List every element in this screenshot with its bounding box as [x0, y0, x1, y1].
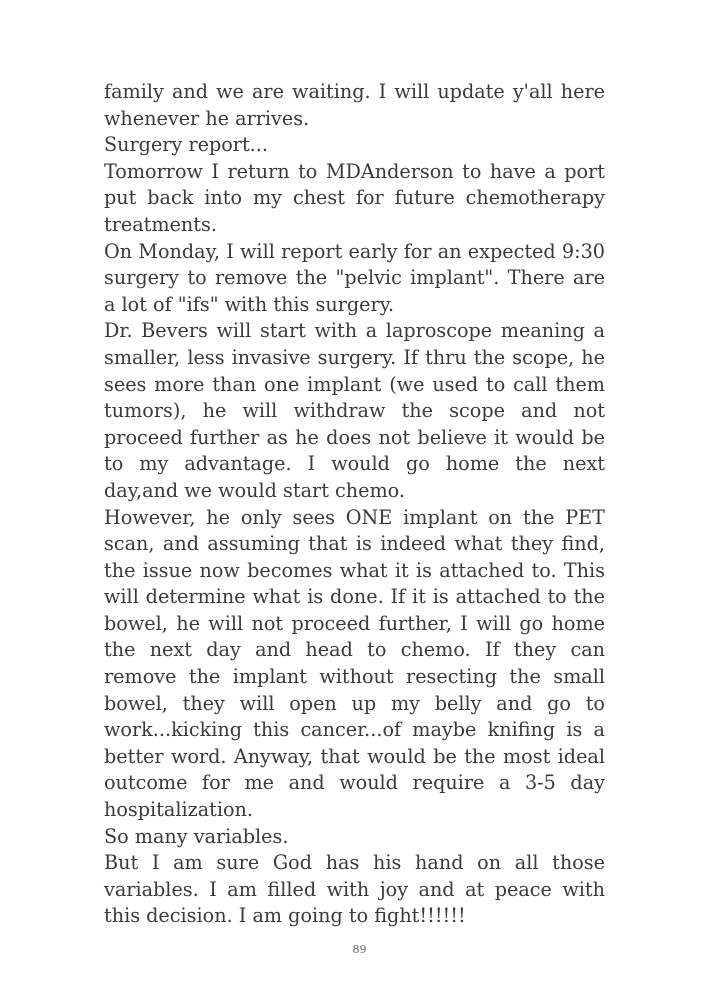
- paragraph-family-waiting: family and we are waiting. I will update y'all here whenever he arrives.: [104, 80, 605, 130]
- paragraph-many-variables: So many variables.: [104, 824, 289, 848]
- paragraph-surgery-report: Surgery report...: [104, 133, 268, 157]
- page-number: 89: [352, 943, 367, 956]
- paragraph-port-placement: Tomorrow I return to MDAnderson to have a port put back into my chest for future chemotherapy treatments.: [104, 159, 605, 236]
- paragraph-laproscope: Dr. Bevers will start with a laproscope meaning a smaller, less invasive surgery. If thru the scope, he sees more than one implant (we used to call them tumors), he will withdraw the scope and not proceed further as he does not believe it would be to my advantage. I would go home the next day,and we would start chemo.: [104, 319, 605, 502]
- body-text: [104, 79, 605, 930]
- paragraph-faith-decision: But I am sure God has his hand on all those variables. I am filled with joy and at peace with this decision. I am going to fight!!!!!!: [104, 851, 605, 928]
- paragraph-one-implant: However, he only sees ONE implant on the PET scan, and assuming that is indeed what they find, the issue now becomes what it is attached to. This will determine what is done. If it is attached to the bowel, he will not proceed further, I will go home the next day and head to chemo. If they can remove the implant without resecting the small bowel, they will open up my belly and go to work...kicking this cancer...of maybe knifing is a better word. Anyway, that would be the most ideal outcome for me and would require a 3-5 day hospitalization.: [104, 505, 605, 822]
- paragraph-monday-surgery: On Monday, I will report early for an expected 9:30 surgery to remove the "pelvic implant". There are a lot of "ifs" with this surgery.: [104, 239, 605, 316]
